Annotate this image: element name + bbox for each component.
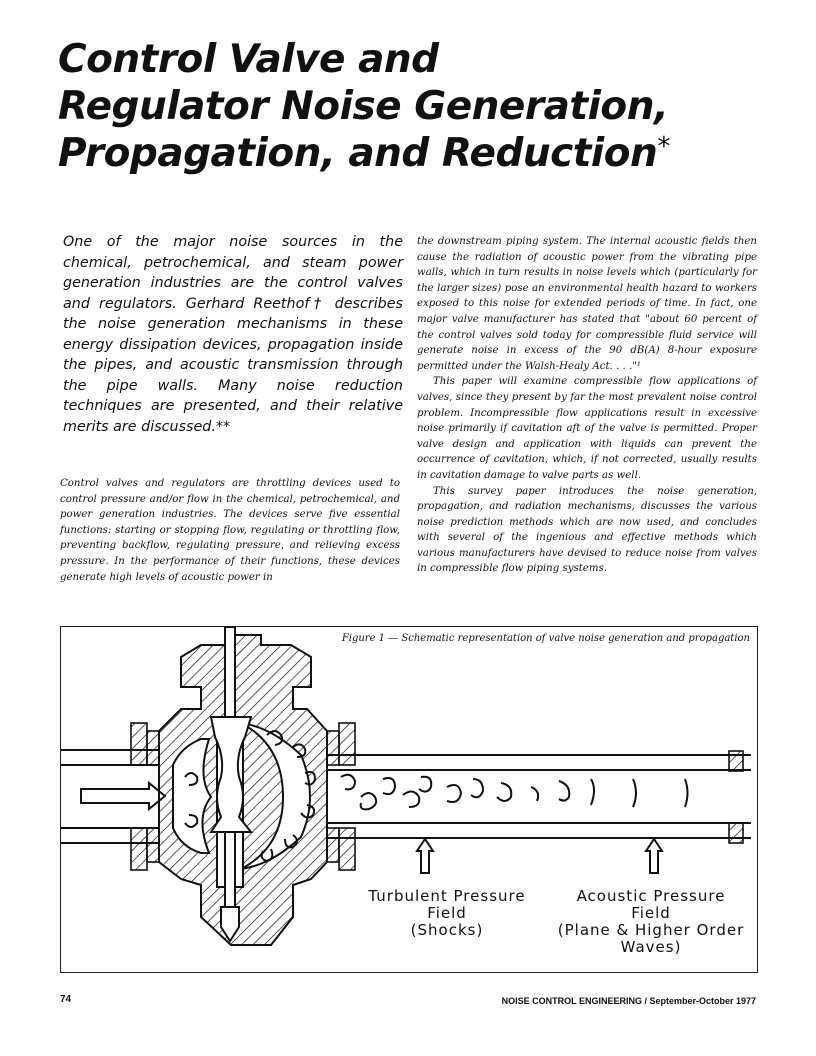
flow-direction-arrow <box>81 783 165 809</box>
label-line: Field <box>427 904 467 922</box>
body-paragraph: This paper will examine compressible flow applications of valves, since they present by far the most prevalent noise control problem. Incompressible flow applications result in excessive noise primarily if cavitation aft of the valve is permitted. Proper valve design and application with liquids can prevent the occurrence of cavitation, which, if not corrected, usually results in cavitation damage to valve parts as well. <box>417 376 757 481</box>
body-column-left <box>60 476 400 585</box>
label-line: Field <box>631 904 671 922</box>
label-line: (Plane & Higher Order <box>557 921 745 939</box>
title-line-3 <box>58 130 758 177</box>
turbulent-pressure-label <box>352 888 542 939</box>
pointer-arrows <box>417 839 662 873</box>
label-line: (Shocks) <box>410 921 484 939</box>
abstract: One of the major noise sources in the chemical, petrochemical, and steam power generation industries are the control valves and regulators. Gerhard Reethof† describes the noise generation mechanisms in these energy dissipation devices, propagation inside the pipes, and acoustic transmission through the pipe walls. Many noise reduction techniques are presented, and their relative merits are discussed.** <box>63 234 403 435</box>
figure-caption: Figure 1 — Schematic representation of valve noise generation and propagation <box>341 633 750 644</box>
journal-footer: NOISE CONTROL ENGINEERING / September-October 1977 <box>501 996 756 1006</box>
title-line-1: Control Valve and <box>58 37 439 82</box>
body-paragraph: the downstream piping system. The internal acoustic fields then cause the radiation of acoustic power from the vibrating pipe walls, which in turn results in noise levels which (particularly for the larger sizes) pose an environmental health hazard to workers exposed to this noise for extended periods of time. In fact, one major valve manufacturer has stated that "about 60 percent of the control valves sold today for compressible fluid service will generate noise in excess of the 90 dB(A) 8-hour exposure permitted under the Walsh-Healy Act. . . ."¹ <box>417 236 757 372</box>
label-line: Waves) <box>620 938 682 956</box>
page-number: 74 <box>60 994 72 1005</box>
title-footnote-mark: * <box>657 132 670 162</box>
title-line-3-text: Propagation, and Reduction <box>58 131 658 176</box>
label-line: Turbulent Pressure <box>368 887 526 905</box>
article-title <box>58 36 758 177</box>
body-column-right <box>417 234 757 577</box>
body-paragraph: Control valves and regulators are throttling devices used to control pressure and/or flow in the chemical, petrochemical, and power generation industries. The devices serve five essential functions: starting or stopping flow, regulating or throttling flow, preventing backflow, regulating pressure, and relieving excess pressure. In the performance of their functions, these devices generate high levels of acoustic power in <box>60 478 400 583</box>
body-paragraph: This survey paper introduces the noise generation, propagation, and radiation mechanisms, discusses the various noise prediction methods which are now used, and concludes with several of the ingenious and effective methods which various manufacturers have devised to reduce noise from valves in compressible flow piping systems. <box>417 485 757 575</box>
acoustic-pressure-label <box>548 888 754 956</box>
label-line: Acoustic Pressure <box>576 887 726 905</box>
title-line-2: Regulator Noise Generation, <box>58 84 669 129</box>
